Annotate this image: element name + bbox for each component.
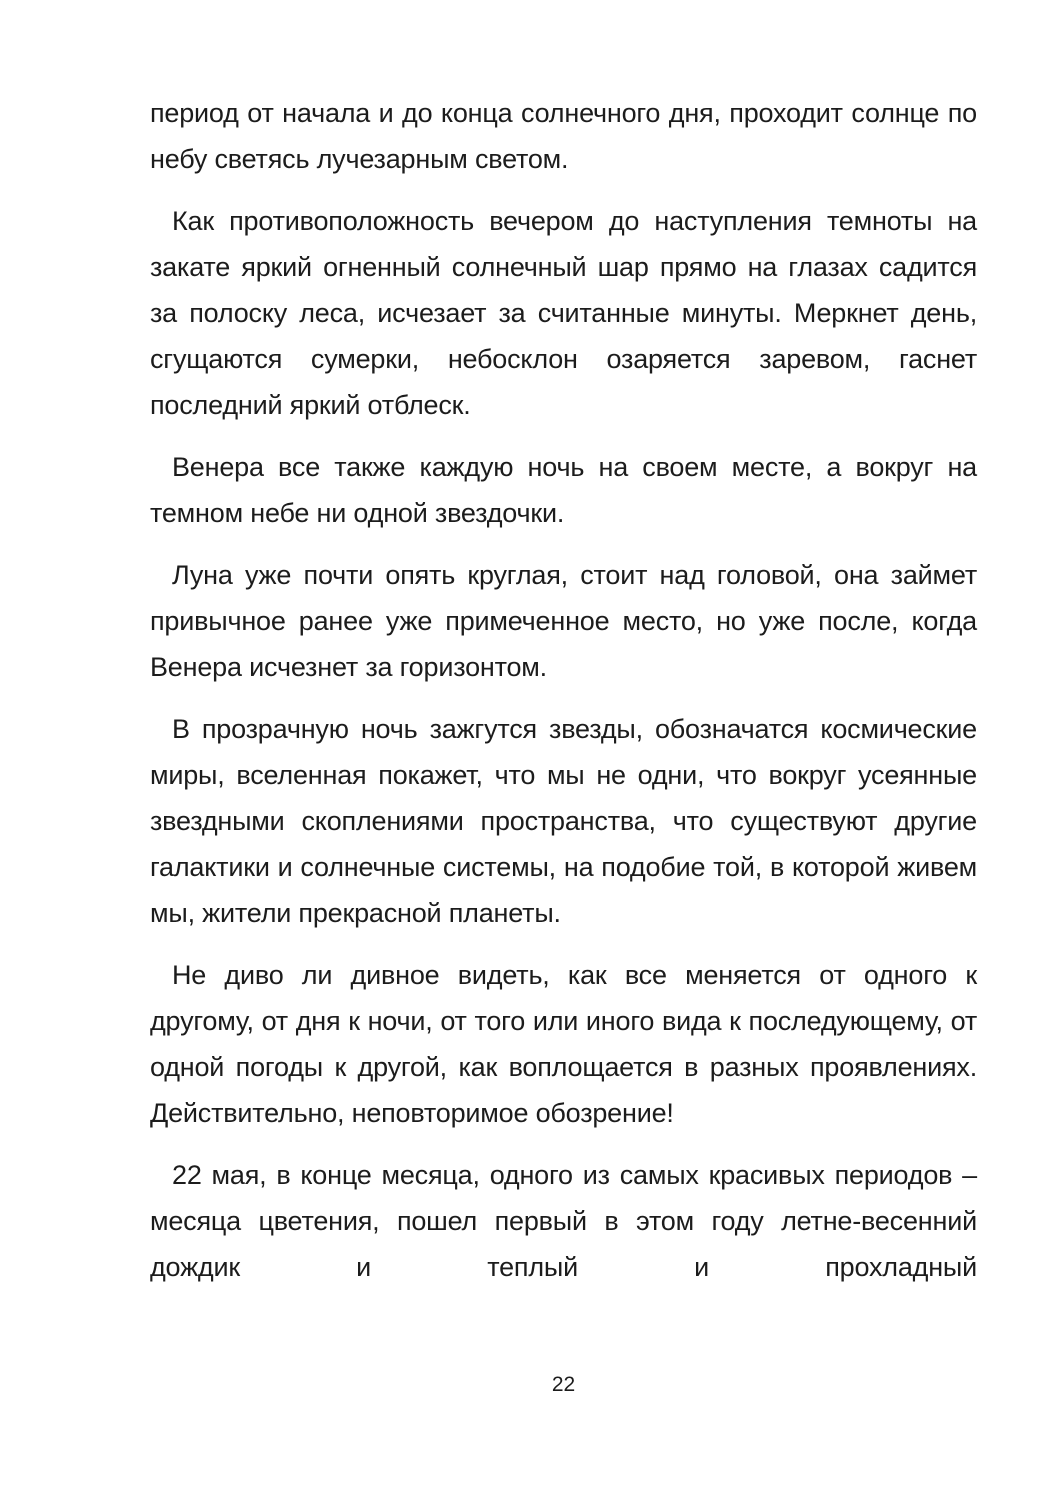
- paragraph: Не диво ли дивное видеть, как все меняется от одного к другому, от дня к ночи, от того или иного вида к последующему, от одной погоды к другой, как воплощается в разных проявлениях. Действительно, неповторимое обозрение!: [150, 960, 977, 1128]
- paragraph: В прозрачную ночь зажгутся звезды, обозначатся космические миры, вселенная покажет, что мы не одни, что вокруг усеянные звездными скоплениями пространства, что существуют другие галактики и солнечные системы, на подобие той, в которой живем мы, жители прекрасной планеты.: [150, 714, 977, 928]
- paragraph: Луна уже почти опять круглая, стоит над головой, она займет привычное ранее уже примеченное место, но уже после, когда Венера исчезнет за горизонтом.: [150, 560, 977, 682]
- paragraph: Венера все также каждую ночь на своем месте, а вокруг на темном небе ни одной звездочки.: [150, 452, 977, 528]
- page-number: 22: [551, 1373, 576, 1396]
- page-text-block: [150, 90, 977, 1306]
- paragraph: 22 мая, в конце месяца, одного из самых красивых периодов – месяца цветения, пошел первый в этом году летне-весенний дождик и теплый и прохладный: [150, 1160, 977, 1282]
- paragraph: Как противоположность вечером до наступления темноты на закате яркий огненный солнечный шар прямо на глазах садится за полоску леса, исчезает за считанные минуты. Меркнет день, сгущаются сумерки, небосклон озаряется заревом, гаснет последний яркий отблеск.: [150, 206, 977, 420]
- paragraph-continuation: период от начала и до конца солнечного дня, проходит солнце по небу светясь лучезарным светом.: [150, 98, 977, 174]
